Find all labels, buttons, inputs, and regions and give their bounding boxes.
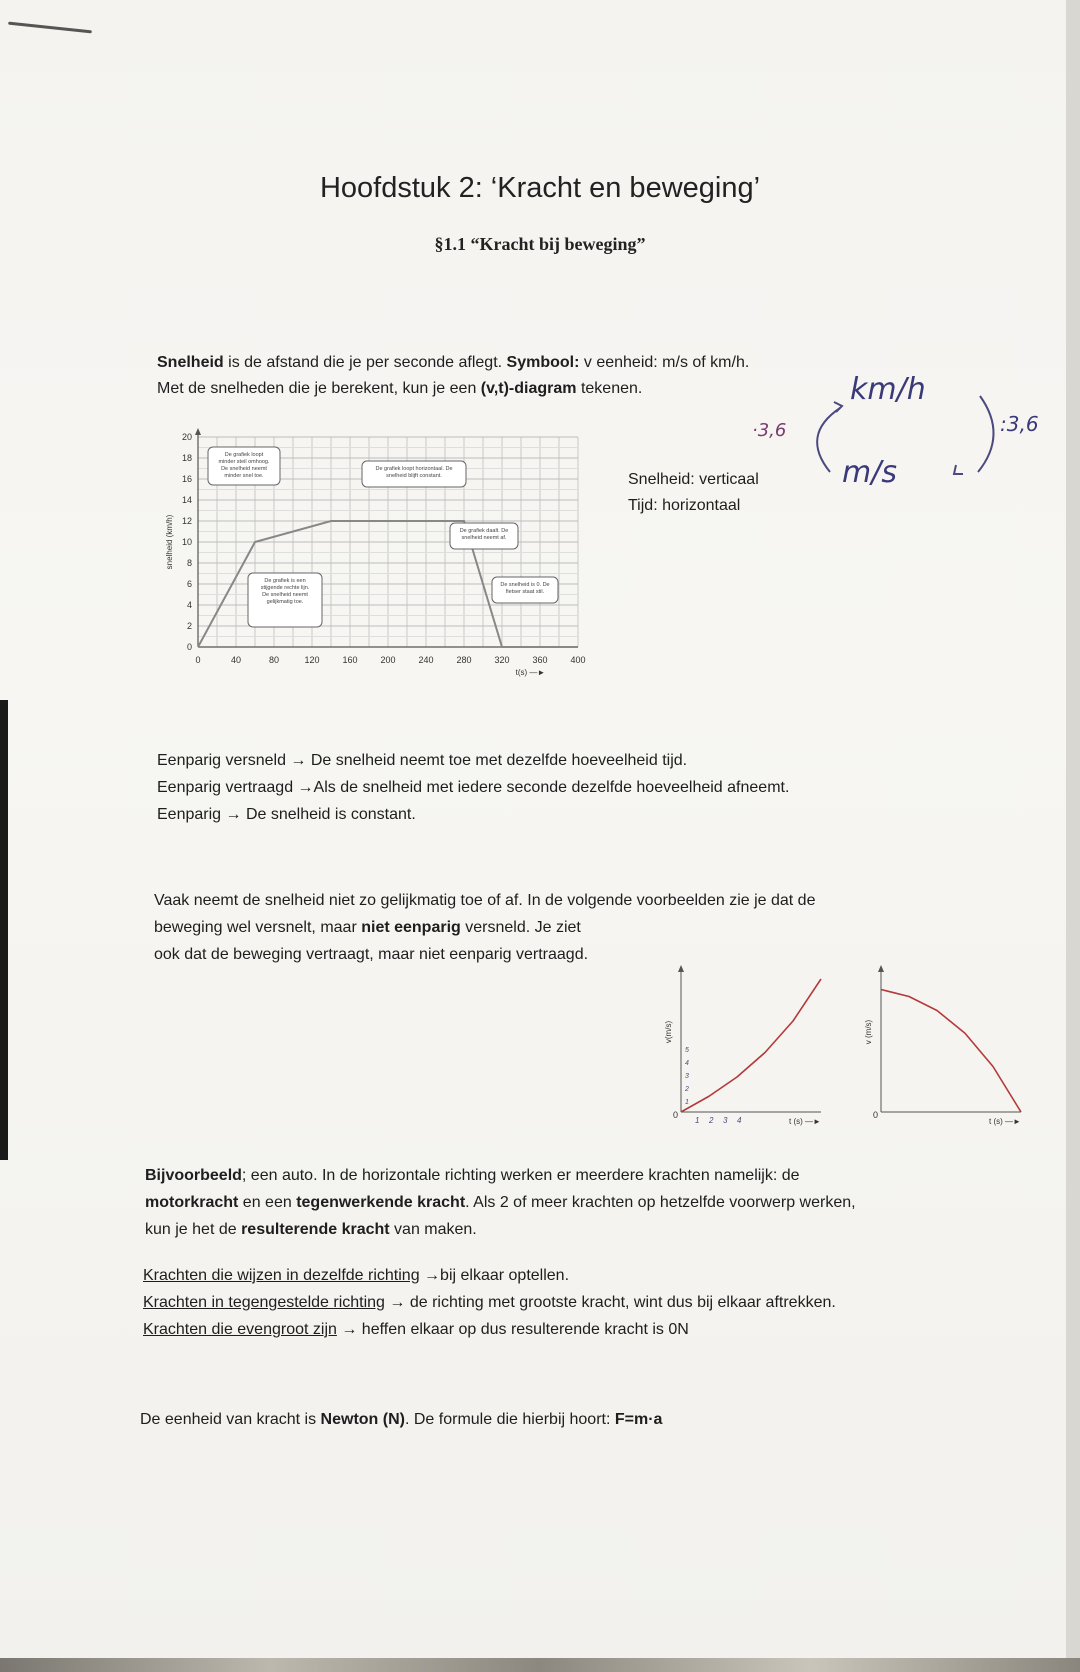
para3-text: ; een auto. In de horizontale richting werken er meerdere krachten namelijk: de — [241, 1167, 800, 1184]
formula-text: . De formule die hierbij hoort: — [404, 1411, 615, 1428]
term-newton: Newton (N) — [320, 1411, 405, 1428]
x-tick-label: 320 — [494, 655, 510, 665]
pen-mark — [8, 22, 92, 34]
y-tick-label: 6 — [186, 579, 192, 589]
y-tick-label: 2 — [186, 621, 192, 631]
term-vt-diagram: (v,t)-diagram — [480, 380, 577, 397]
para3-line-3 — [145, 1217, 477, 1243]
para2-text: beweging wel versnelt, maar — [154, 919, 362, 936]
x-tick-label: 40 — [230, 655, 242, 665]
y-tick-label: 10 — [181, 537, 192, 547]
para2-line-3: ook dat de beweging vertraagt, maar niet eenparig vertraagd. — [154, 946, 589, 963]
y-tick-label: 12 — [181, 516, 192, 526]
y-axis-arrow — [195, 428, 201, 435]
y-tick-label: 18 — [181, 453, 192, 463]
chart-callout — [208, 447, 280, 485]
rule-label: Krachten in tegengestelde richting — [143, 1294, 385, 1311]
callout-text: De grafiek loopt horizontaal. De snelheid blijft constant. — [375, 466, 453, 479]
handwritten-multiply: ·3,6 — [752, 420, 787, 441]
x-tick-label: 400 — [570, 655, 586, 665]
intro-text: v eenheid: m/s of km/h. — [579, 354, 750, 371]
hand-y-tick: 5 — [685, 1047, 689, 1054]
para2-text: versneld. Je ziet — [460, 919, 581, 936]
rule-equal-size — [143, 1317, 689, 1343]
x-tick-label: 200 — [380, 655, 396, 665]
intro-line-1 — [157, 350, 749, 376]
y-tick-label: 4 — [186, 600, 192, 610]
hand-x-tick: 4 — [737, 1116, 742, 1125]
para3-text: . Als 2 of meer krachten op hetzelfde voorwerp werken, — [465, 1194, 856, 1211]
formula-line — [140, 1407, 662, 1433]
hand-y-tick: 1 — [685, 1099, 689, 1106]
rule-text: →bij elkaar optellen. — [419, 1267, 570, 1284]
rule-label: Krachten die evengroot zijn — [143, 1321, 337, 1338]
scan-bottom-edge — [0, 1658, 1080, 1672]
y-axis-label: v(m/s) — [664, 1020, 673, 1044]
intro-line-2 — [157, 376, 642, 402]
y-axis-arrow — [678, 965, 684, 972]
x-tick-label: 280 — [456, 655, 472, 665]
x-axis-label: t (s) —► — [789, 1117, 821, 1126]
axis-note-horizontal: Tijd: horizontaal — [628, 497, 741, 514]
accelerating-vt-chart — [655, 960, 845, 1145]
para2-line-2 — [154, 915, 581, 941]
para3-text: van maken. — [389, 1221, 477, 1238]
chart-callout — [362, 461, 466, 487]
y-axis-label: snelheid (km/h) — [165, 514, 174, 570]
handwritten-divide: :3,6 — [1000, 412, 1039, 436]
x-axis-label: t (s) —► — [989, 1117, 1021, 1126]
vt-diagram-chart — [160, 425, 610, 685]
term-niet-eenparig: niet eenparig — [361, 919, 461, 936]
definition-eenparig-versneld: Eenparig versneld → De snelheid neemt toe met dezelfde hoeveelheid tijd. — [157, 752, 688, 769]
intro-text: is de afstand die je per seconde aflegt. — [223, 354, 507, 371]
rule-text: → heffen elkaar op dus resulterende kracht is 0N — [336, 1321, 689, 1338]
callout-text: De snelheid is 0. De fietser staat stil. — [500, 582, 550, 595]
y-tick-label: 0 — [186, 642, 192, 652]
x-axis-label: t(s) —► — [515, 668, 546, 677]
term-resulterende-kracht: resulterende kracht — [241, 1221, 390, 1238]
chart-callout — [492, 577, 558, 603]
chart-callout — [248, 573, 322, 627]
hand-x-tick: 2 — [709, 1116, 714, 1125]
callout-text: De grafiek loopt minder steil omhoog. De snelheid neemt minder snel toe. — [218, 452, 270, 479]
handwritten-ms: m/s — [842, 455, 897, 490]
chart-callout — [450, 523, 518, 549]
x-tick-label: 120 — [304, 655, 320, 665]
callout-text: De grafiek daalt. De snelheid neemt af. — [459, 528, 509, 541]
origin-label: 0 — [673, 1110, 679, 1120]
y-axis-label: v (m/s) — [864, 1019, 873, 1045]
rule-opposite-direction — [143, 1290, 836, 1316]
x-tick-label: 240 — [418, 655, 434, 665]
para3-text: kun je het de — [145, 1221, 242, 1238]
y-tick-label: 16 — [181, 474, 192, 484]
para2-line-1: Vaak neemt de snelheid niet zo gelijkmatig toe of af. In de volgende voorbeelden zie je dat de — [154, 892, 816, 909]
axis-note-vertical: Snelheid: verticaal — [628, 471, 759, 488]
callout-text: De grafiek is een stijgende rechte lijn. De snelheid neemt gelijkmatig toe. — [260, 578, 310, 605]
handwritten-kmh: km/h — [850, 372, 926, 407]
term-motorkracht: motorkracht — [145, 1194, 239, 1211]
rule-same-direction — [143, 1263, 569, 1289]
hand-y-tick: 3 — [685, 1073, 689, 1080]
term-bijvoorbeeld: Bijvoorbeeld — [145, 1167, 242, 1184]
formula-fma: F=m·a — [614, 1411, 663, 1428]
hand-y-tick: 2 — [685, 1086, 689, 1093]
vt-series-line — [681, 979, 821, 1112]
intro-text: tekenen. — [576, 380, 643, 397]
page-title: Hoofdstuk 2: ‘Kracht en beweging’ — [319, 172, 761, 204]
y-axis-arrow — [878, 965, 884, 972]
x-tick-label: 0 — [195, 655, 201, 665]
rule-text: → de richting met grootste kracht, wint dus bij elkaar aftrekken. — [384, 1294, 836, 1311]
y-tick-label: 8 — [186, 558, 192, 568]
hand-x-tick: 3 — [723, 1116, 728, 1125]
definition-eenparig: Eenparig → De snelheid is constant. — [157, 806, 416, 823]
term-tegenwerkende-kracht: tegenwerkende kracht — [296, 1194, 466, 1211]
term-symbool: Symbool: — [506, 354, 580, 371]
definition-eenparig-vertraagd: Eenparig vertraagd →Als de snelheid met iedere seconde dezelfde hoeveelheid afneemt. — [157, 779, 790, 796]
x-tick-label: 160 — [342, 655, 358, 665]
para3-text: en een — [238, 1194, 297, 1211]
y-tick-label: 14 — [181, 495, 192, 505]
decelerating-vt-chart — [855, 960, 1035, 1145]
intro-text: Met de snelheden die je berekent, kun je een — [157, 380, 481, 397]
x-tick-label: 80 — [268, 655, 280, 665]
hand-x-tick: 1 — [695, 1116, 700, 1125]
x-tick-label: 360 — [532, 655, 548, 665]
rule-label: Krachten die wijzen in dezelfde richting — [143, 1267, 420, 1284]
handwritten-conversion-arcs — [780, 390, 1010, 500]
para3-line-2 — [145, 1190, 856, 1216]
vt-series-line — [881, 990, 1021, 1113]
page-edge-shadow — [0, 700, 8, 1160]
hand-y-tick: 4 — [685, 1060, 689, 1067]
section-subtitle: §1.1 “Kracht bij beweging” — [434, 234, 646, 254]
formula-text: De eenheid van kracht is — [140, 1411, 321, 1428]
term-snelheid: Snelheid — [157, 354, 224, 371]
y-tick-label: 20 — [181, 432, 192, 442]
origin-label: 0 — [873, 1110, 879, 1120]
para3-line-1 — [145, 1163, 800, 1189]
